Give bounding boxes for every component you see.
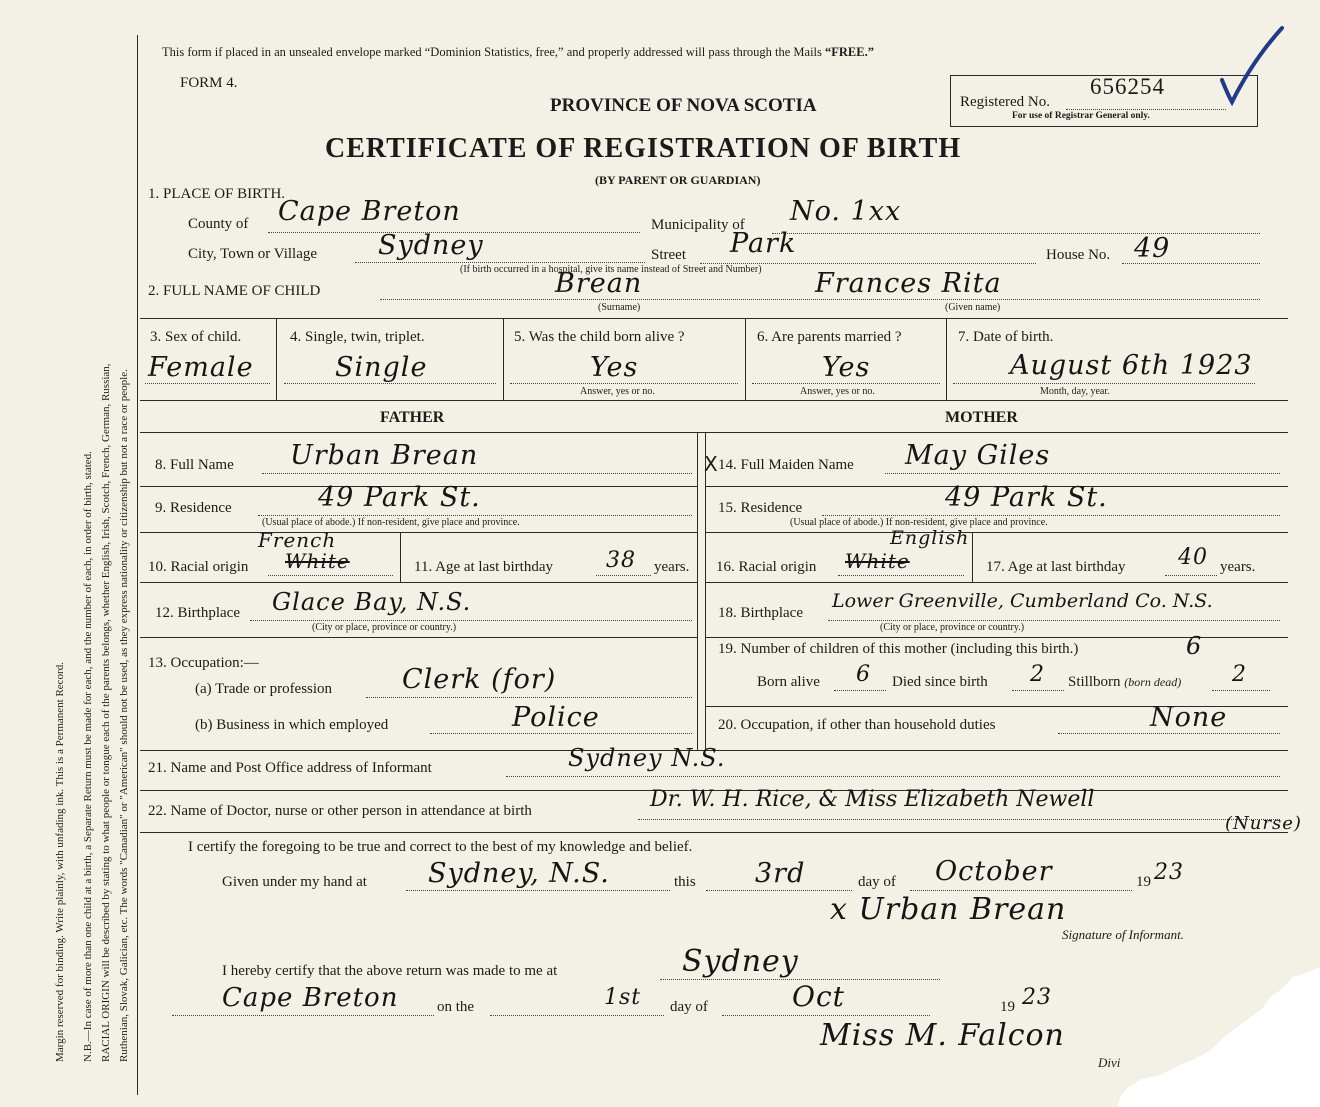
row-divider xyxy=(140,582,697,583)
given-label: Given under my hand at xyxy=(222,874,367,890)
stillborn-dots xyxy=(1212,690,1270,691)
given-day-value: 3rd xyxy=(755,858,806,889)
sex-value: Female xyxy=(148,352,254,383)
registrar-county-dots xyxy=(172,1015,434,1016)
margin-note-nb: N.B.—In case of more than one child at a birth, a Separate Return must be made for each, and the number of each, in order of birth, stated. xyxy=(82,451,94,1062)
father-residence-label: 9. Residence xyxy=(155,500,232,516)
dob-label: 7. Date of birth. xyxy=(958,329,1054,345)
married-label: 6. Are parents married ? xyxy=(757,329,902,345)
mail-notice: This form if placed in an unsealed envelope marked “Dominion Statistics, free,” and properly addressed will pass through the Mails “FREE.” xyxy=(162,45,874,59)
mother-name-value: May Giles xyxy=(905,440,1051,471)
margin-note-racial-2: Ruthenian, Slovak, Galician, etc. The words "Canadian" or "American" should not be used, as they express nationality or citizenship but not a race or people. xyxy=(118,369,130,1062)
father-birthplace-caption: (City or place, province or country.) xyxy=(312,622,457,633)
child-name-label: 2. FULL NAME OF CHILD xyxy=(148,283,321,299)
row-divider xyxy=(140,400,1288,401)
parents-center-rule xyxy=(697,432,698,750)
mother-residence-value: 49 Park St. xyxy=(945,482,1108,513)
row-divider xyxy=(705,532,1288,533)
child-name-dots xyxy=(380,299,1260,300)
registrar-note: For use of Registrar General only. xyxy=(1012,111,1150,121)
born-alive-count-label: Born alive xyxy=(757,674,820,690)
mother-residence-label: 15. Residence xyxy=(718,500,803,516)
father-age-label: 11. Age at last birthday xyxy=(414,559,553,575)
father-birthplace-dots xyxy=(250,620,692,621)
col-divider xyxy=(972,532,973,582)
father-age-value: 38 xyxy=(606,548,636,573)
father-business-value: Police xyxy=(512,702,600,733)
county-value: Cape Breton xyxy=(278,196,461,227)
mother-name-dots xyxy=(885,473,1280,474)
margin-note-racial-1: RACIAL ORIGIN will be described by stating to what people or tongue each of the parents belongs, whether English, Irish, Scotch, French, German, Russian, xyxy=(100,363,112,1062)
mother-children-value: 6 xyxy=(1186,632,1203,660)
multiplicity-label: 4. Single, twin, triplet. xyxy=(290,329,425,345)
dob-dots xyxy=(953,383,1255,384)
father-trade-label: (a) Trade or profession xyxy=(195,681,333,697)
parents-center-rule xyxy=(705,432,706,750)
multiplicity-dots xyxy=(284,383,496,384)
father-age-dots xyxy=(596,575,651,576)
registered-number: 656254 xyxy=(1090,74,1165,99)
informant-signature: x Urban Brean xyxy=(830,892,1067,927)
registrar-county-value: Cape Breton xyxy=(222,983,399,1013)
registered-label: Registered No. xyxy=(960,94,1050,110)
surname-caption: (Surname) xyxy=(598,302,641,313)
doctor-label: 22. Name of Doctor, nurse or other person in attendance at birth xyxy=(148,803,532,819)
division-caption: Divi xyxy=(1098,1055,1121,1070)
father-trade-value: Clerk (for) xyxy=(402,664,557,695)
registrar-year-value: 23 xyxy=(1022,985,1052,1010)
house-label: House No. xyxy=(1046,247,1111,263)
municipality-label: Municipality of xyxy=(651,217,745,233)
father-name-label: 8. Full Name xyxy=(155,457,234,473)
died-dots xyxy=(1012,690,1064,691)
given-place-dots xyxy=(406,890,670,891)
father-racial-value: French xyxy=(258,528,337,552)
child-given-name: Frances Rita xyxy=(815,268,1002,299)
father-residence-value: 49 Park St. xyxy=(318,482,481,513)
given-day-of-label: day of xyxy=(858,874,896,890)
father-business-label: (b) Business in which employed xyxy=(195,717,389,733)
father-years: years. xyxy=(654,559,690,575)
row-divider xyxy=(140,832,1288,833)
registrar-month-dots xyxy=(722,1015,930,1016)
stillborn-label: Stillborn (born dead) xyxy=(1068,674,1182,690)
born-alive-count-value: 6 xyxy=(856,662,871,687)
row-divider xyxy=(140,432,1288,433)
registrar-day-value: 1st xyxy=(604,985,642,1010)
province-heading: PROVINCE OF NOVA SCOTIA xyxy=(550,95,817,116)
child-surname: Brean xyxy=(555,268,643,299)
registrar-month-value: Oct xyxy=(792,980,845,1013)
certify-statement: I certify the foregoing to be true and correct to the best of my knowledge and belief. xyxy=(188,839,693,855)
registered-dots xyxy=(1066,109,1226,110)
certificate-title: CERTIFICATE OF REGISTRATION OF BIRTH xyxy=(325,133,962,164)
torn-corner xyxy=(1110,967,1320,1107)
mother-occupation-label: 20. Occupation, if other than household duties xyxy=(718,717,996,733)
born-alive-caption: Answer, yes or no. xyxy=(580,386,655,397)
father-name-dots xyxy=(262,473,692,474)
col-divider xyxy=(745,318,746,400)
father-birthplace-label: 12. Birthplace xyxy=(155,605,240,621)
married-value: Yes xyxy=(822,352,871,383)
street-value: Park xyxy=(730,228,797,259)
place-heading: 1. PLACE OF BIRTH. xyxy=(148,186,286,202)
informant-value: Sydney N.S. xyxy=(568,744,726,772)
mother-occupation-dots xyxy=(1058,733,1280,734)
margin-note-binding: Margin reserved for binding. Write plainly, with unfading ink. This is a Permanent Record. xyxy=(54,662,66,1062)
municipality-dots xyxy=(772,233,1260,234)
father-occupation-label: 13. Occupation:— xyxy=(148,655,259,671)
given-place-value: Sydney, N.S. xyxy=(428,858,610,889)
given-year-value: 23 xyxy=(1154,860,1184,885)
city-label: City, Town or Village xyxy=(188,246,318,262)
city-value: Sydney xyxy=(378,230,484,261)
mother-occupation-value: None xyxy=(1150,702,1228,733)
died-label: Died since birth xyxy=(892,674,988,690)
married-caption: Answer, yes or no. xyxy=(800,386,875,397)
city-dots xyxy=(355,262,645,263)
house-value: 49 xyxy=(1134,233,1171,264)
died-value: 2 xyxy=(1030,662,1045,687)
registrar-day-dots xyxy=(490,1015,664,1016)
father-residence-dots xyxy=(258,515,692,516)
mother-age-label: 17. Age at last birthday xyxy=(986,559,1126,575)
mother-years: years. xyxy=(1220,559,1256,575)
mother-residence-dots xyxy=(822,515,1280,516)
registrar-signature: Miss M. Falcon xyxy=(820,1018,1065,1053)
mother-abode-caption: (Usual place of abode.) If non-resident, give place and province. xyxy=(790,517,1048,528)
certificate-subtitle: (BY PARENT OR GUARDIAN) xyxy=(595,173,761,187)
given-this-label: this xyxy=(674,874,696,890)
father-heading: FATHER xyxy=(380,409,445,426)
mother-mark: X xyxy=(704,452,718,476)
municipality-value: No. 1xx xyxy=(790,196,902,227)
dob-caption: Month, day, year. xyxy=(1040,386,1110,397)
born-alive-value: Yes xyxy=(590,352,639,383)
mother-age-dots xyxy=(1165,575,1217,576)
sex-label: 3. Sex of child. xyxy=(150,329,242,345)
born-alive-count-dots xyxy=(834,690,886,691)
father-birthplace-value: Glace Bay, N.S. xyxy=(272,588,472,616)
multiplicity-value: Single xyxy=(335,352,428,383)
stillborn-value: 2 xyxy=(1232,662,1247,687)
father-racial-struck: White xyxy=(285,549,350,573)
form-number: FORM 4. xyxy=(180,75,238,91)
given-month-dots xyxy=(910,890,1132,891)
given-year-prefix: 19 xyxy=(1136,874,1151,890)
row-divider xyxy=(140,532,697,533)
col-divider xyxy=(946,318,947,400)
doctor-value: Dr. W. H. Rice, & Miss Elizabeth Newell xyxy=(650,787,1095,812)
registrar-place-value: Sydney xyxy=(682,944,799,979)
informant-dots xyxy=(506,776,1280,777)
mother-racial-value: English xyxy=(890,527,970,549)
mother-children-label: 19. Number of children of this mother (including this birth.) xyxy=(718,641,1079,657)
informant-label: 21. Name and Post Office address of Informant xyxy=(148,760,432,776)
mother-racial-label: 16. Racial origin xyxy=(716,559,817,575)
registrar-on-the-label: on the xyxy=(437,999,475,1015)
street-label: Street xyxy=(651,247,686,263)
mother-birthplace-caption: (City or place, province or country.) xyxy=(880,622,1025,633)
born-alive-dots xyxy=(510,383,738,384)
father-name-value: Urban Brean xyxy=(290,440,479,471)
mother-name-label: 14. Full Maiden Name xyxy=(718,457,854,473)
doctor-dots xyxy=(638,819,1280,820)
mother-racial-struck: White xyxy=(845,549,910,573)
father-racial-label: 10. Racial origin xyxy=(148,559,249,575)
father-business-dots xyxy=(430,733,692,734)
mother-birthplace-dots xyxy=(828,620,1280,621)
margin-rule xyxy=(137,35,138,1095)
given-caption: (Given name) xyxy=(945,302,1001,313)
row-divider xyxy=(140,318,1288,319)
check-mark xyxy=(1218,20,1288,110)
father-abode-caption: (Usual place of abode.) If non-resident, give place and province. xyxy=(262,517,520,528)
given-month-value: October xyxy=(935,856,1053,887)
county-label: County of xyxy=(188,216,249,232)
col-divider xyxy=(503,318,504,400)
registrar-day-of-label: day of xyxy=(670,999,708,1015)
dob-value: August 6th 1923 xyxy=(1010,350,1253,381)
mother-age-value: 40 xyxy=(1178,545,1208,570)
given-day-dots xyxy=(706,890,852,891)
registrar-statement: I hereby certify that the above return was made to me at xyxy=(222,963,558,979)
informant-signature-caption: Signature of Informant. xyxy=(1062,927,1184,942)
father-racial-dots xyxy=(268,575,393,576)
sex-dots xyxy=(145,383,270,384)
father-trade-dots xyxy=(366,697,692,698)
col-divider xyxy=(400,532,401,582)
mother-racial-dots xyxy=(838,575,964,576)
row-divider xyxy=(140,637,697,638)
registrar-year-prefix: 19 xyxy=(1000,999,1015,1015)
hospital-note: (If birth occurred in a hospital, give its name instead of Street and Number) xyxy=(460,264,762,275)
mother-birthplace-value: Lower Greenville, Cumberland Co. N.S. xyxy=(832,590,1213,612)
married-dots xyxy=(752,383,940,384)
born-alive-label: 5. Was the child born alive ? xyxy=(514,329,685,345)
mother-birthplace-label: 18. Birthplace xyxy=(718,605,803,621)
mother-heading: MOTHER xyxy=(945,409,1018,426)
col-divider xyxy=(276,318,277,400)
doctor-value-extra: (Nurse) xyxy=(1225,813,1302,834)
row-divider xyxy=(705,582,1288,583)
